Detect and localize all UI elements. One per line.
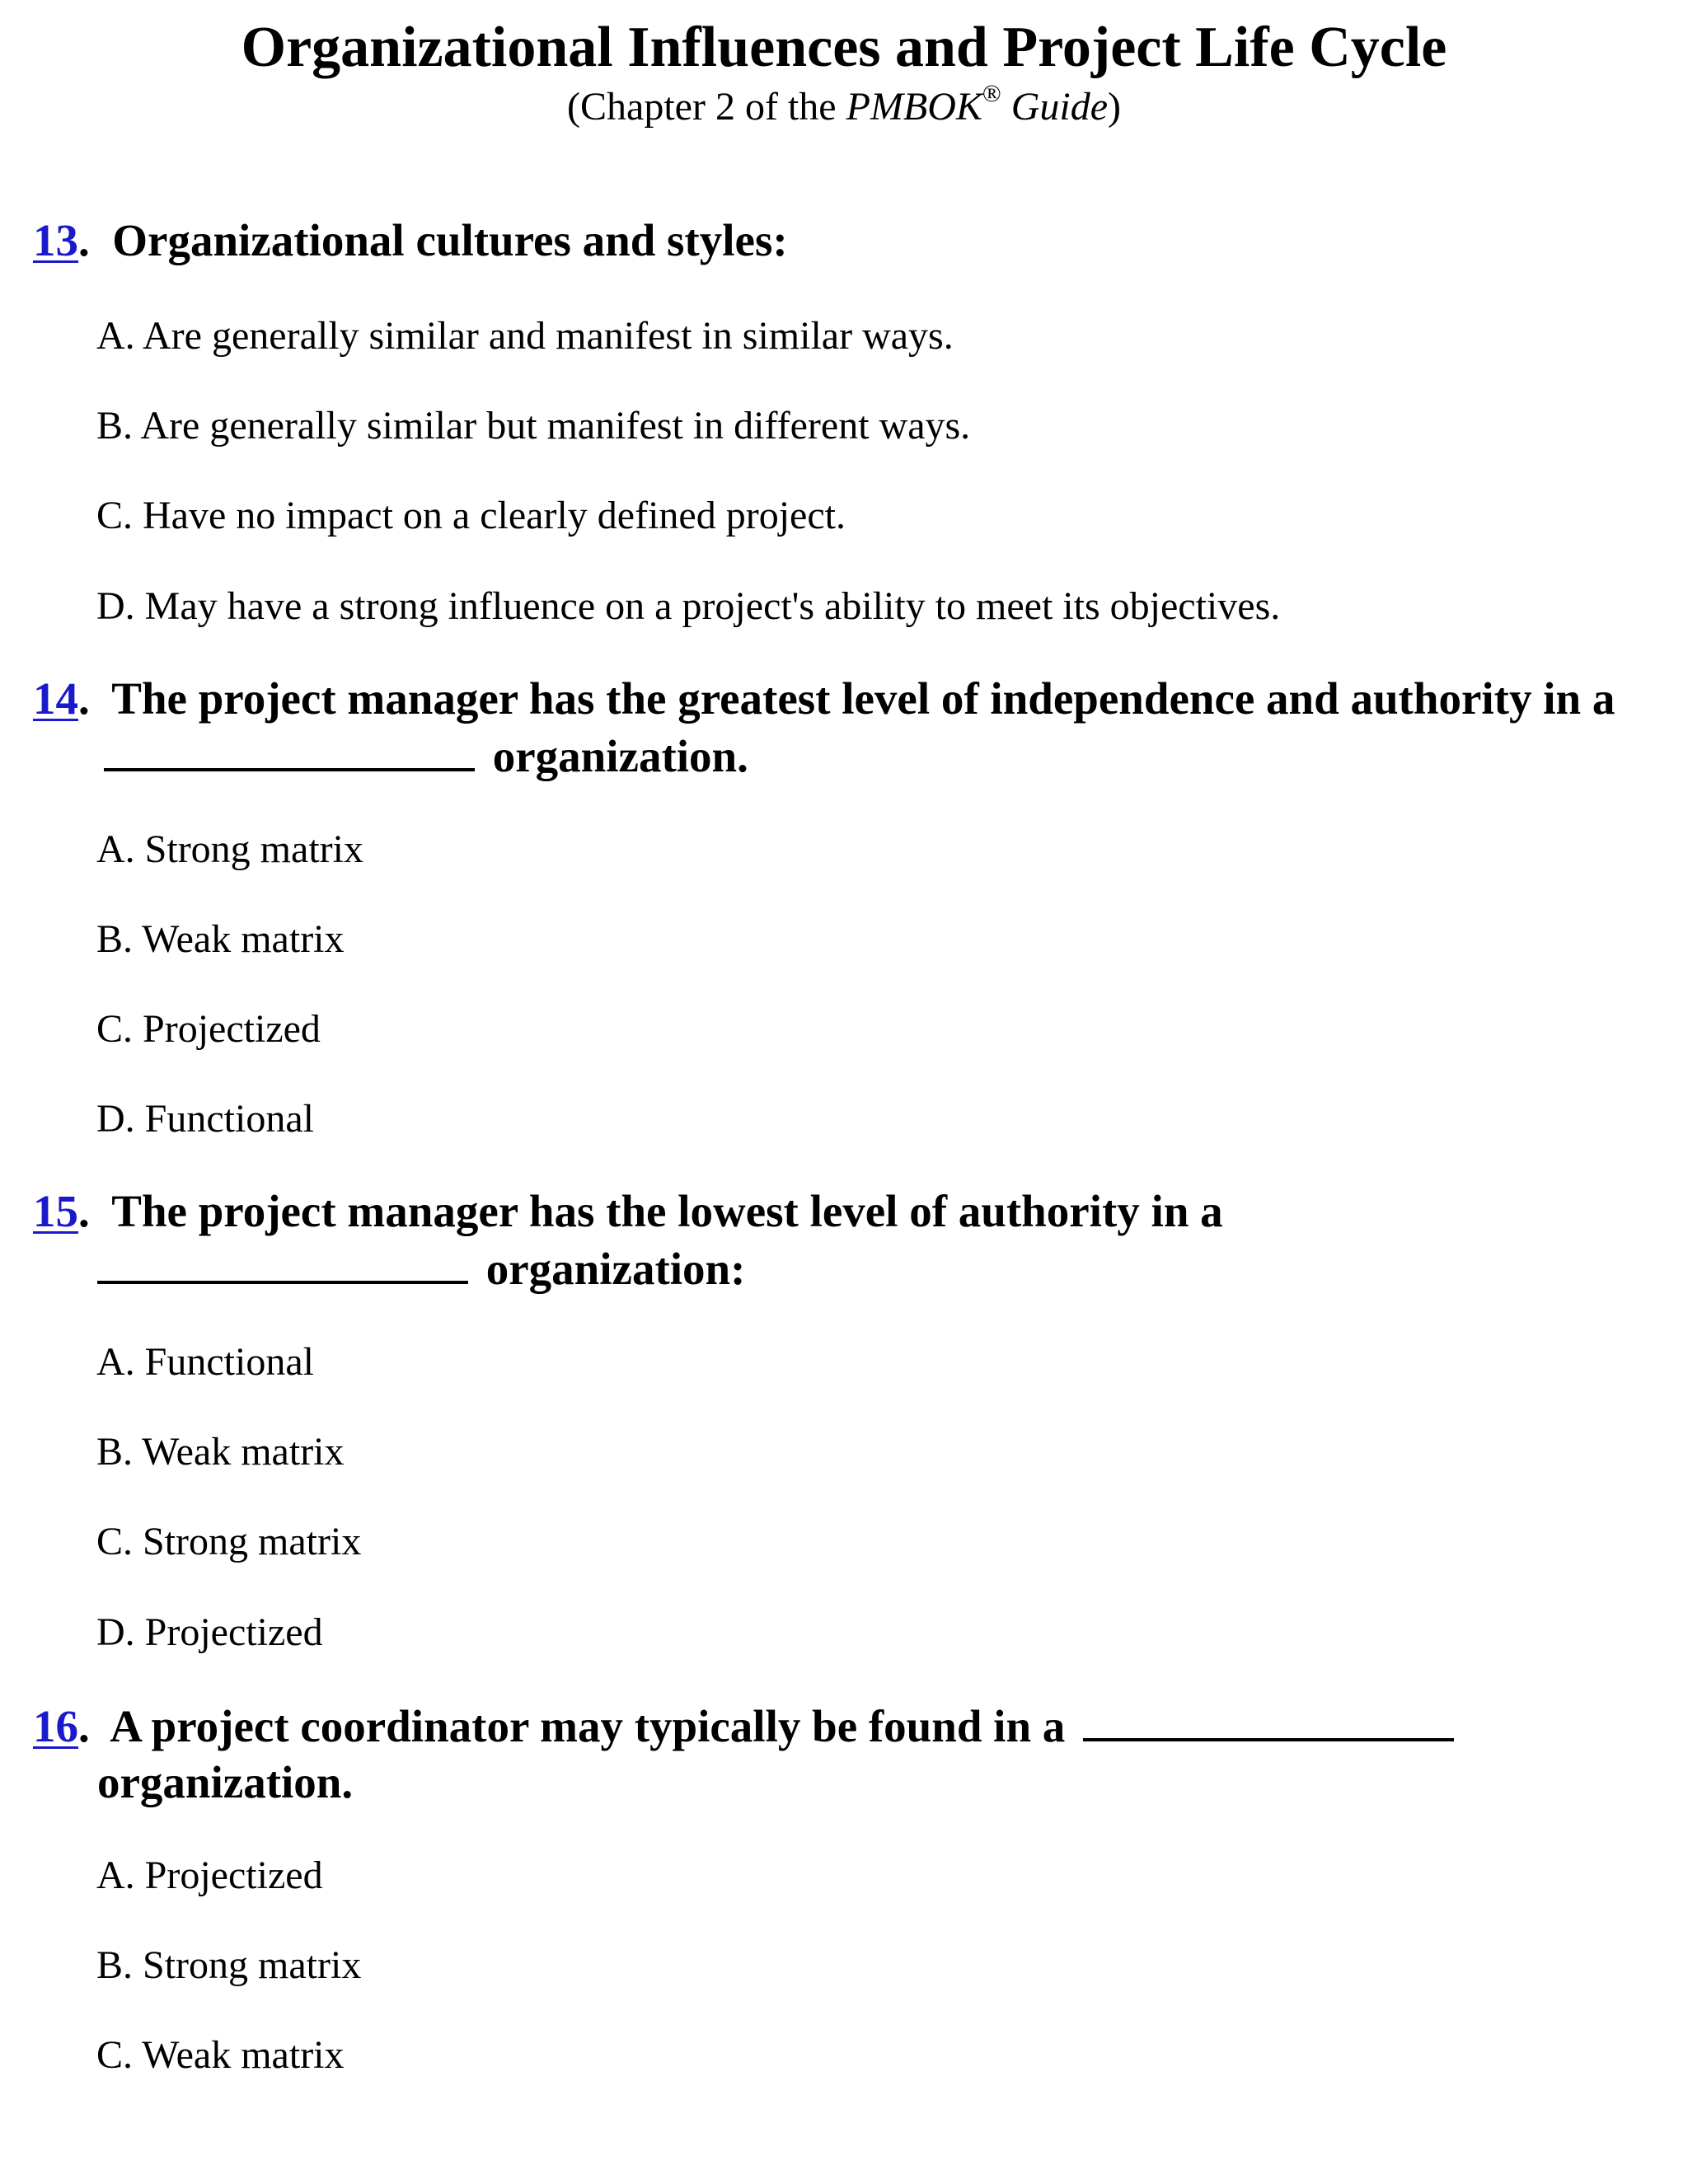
subtitle-prefix: (Chapter 2 of the [567,85,846,129]
answer-blank [104,727,475,771]
option-16-a[interactable]: A. Projectized [96,1854,323,1897]
page-subtitle [0,82,1688,132]
question-text [33,671,1665,785]
option-15-a[interactable]: A. Functional [96,1340,314,1384]
question-stem: The project manager has the greatest level of independence and authority in a [111,673,1615,724]
option-16-b[interactable]: B. Strong matrix [96,1943,362,1987]
question-stem-end: organization. [492,731,748,781]
subtitle-guide: Guide [1001,85,1108,129]
question-stem: The project manager has the lowest level of authority in a [111,1186,1223,1236]
question-stem: A project coordinator may typically be found in a [110,1701,1066,1751]
option-15-d[interactable]: D. Projectized [96,1610,323,1654]
question-stem-end: organization. [97,1757,354,1807]
subtitle-suffix: ) [1108,85,1121,129]
option-14-a[interactable]: A. Strong matrix [96,827,363,871]
question-number-link[interactable]: 15 [33,1186,78,1236]
option-15-c[interactable]: C. Strong matrix [96,1520,362,1563]
option-13-c[interactable]: C. Have no impact on a clearly defined project. [96,494,846,537]
option-16-c[interactable]: C. Weak matrix [96,2033,345,2077]
question-number-link[interactable]: 16 [33,1701,78,1751]
question-text [33,1697,1665,1811]
question-text [33,1183,1665,1297]
question-separator: . [78,1701,90,1751]
subtitle-pmbok: PMBOK [846,85,982,129]
option-14-b[interactable]: B. Weak matrix [96,917,345,961]
option-14-c[interactable]: C. Projectized [96,1007,321,1051]
question-number-link[interactable]: 13 [33,215,78,265]
question-separator: . [78,673,90,724]
answer-blank [97,1240,468,1284]
option-13-b[interactable]: B. Are generally similar but manifest in different ways. [96,404,971,448]
question-13 [33,213,1665,269]
question-text [33,213,1665,269]
page-title: Organizational Influences and Project Life Cycle [241,16,1447,79]
option-15-b[interactable]: B. Weak matrix [96,1430,345,1474]
answer-blank [1083,1697,1454,1741]
option-13-a[interactable]: A. Are generally similar and manifest in similar ways. [96,314,954,358]
question-stem: Organizational cultures and styles: [112,215,788,265]
question-15 [33,1183,1665,1297]
option-14-d[interactable]: D. Functional [96,1097,314,1141]
question-separator: . [78,215,90,265]
question-14 [33,671,1665,785]
question-stem-end: organization: [485,1244,746,1294]
question-number-link[interactable]: 14 [33,673,78,724]
registered-mark: ® [982,80,1001,107]
option-13-d[interactable]: D. May have a strong influence on a project's ability to meet its objectives. [96,584,1281,628]
question-16 [33,1697,1665,1811]
question-separator: . [78,1186,90,1236]
